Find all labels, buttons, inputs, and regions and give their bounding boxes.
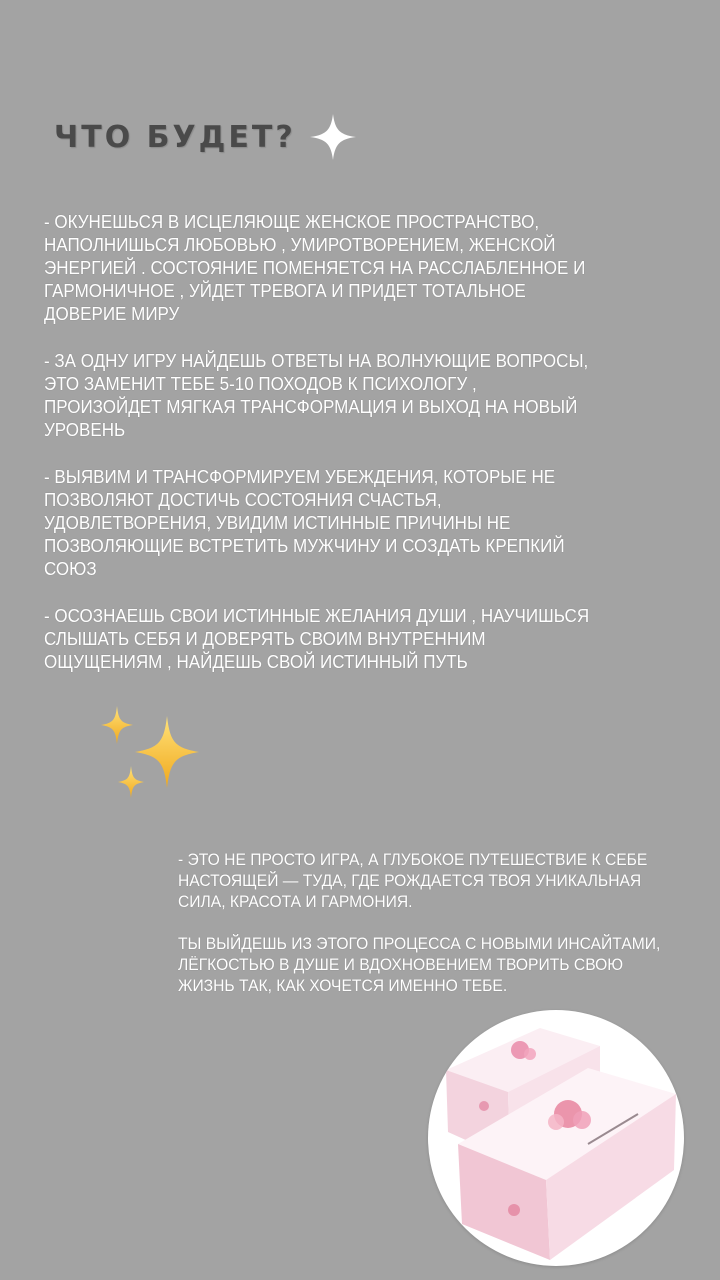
benefit-paragraph: - ОСОЗНАЕШЬ СВОИ ИСТИННЫЕ ЖЕЛАНИЯ ДУШИ , НАУЧИШЬСЯ СЛЫШАТЬ СЕБЯ И ДОВЕРЯТЬ СВОИМ ВНУТРЕННИМ ОЩУЩЕНИЯМ , НАЙДЕШЬ СВОЙ ИСТИННЫЙ ПУТЬ: [44, 605, 590, 672]
benefit-paragraph: - ВЫЯВИМ И ТРАНСФОРМИРУЕМ УБЕЖДЕНИЯ, КОТОРЫЕ НЕ ПОЗВОЛЯЮТ ДОСТИЧЬ СОСТОЯНИЯ СЧАСТЬЯ, УДОВЛЕТВОРЕНИЯ, УВИДИМ ИСТИННЫЕ ПРИЧИНЫ НЕ ПОЗВОЛЯЮЩИЕ ВСТРЕТИТЬ МУЖЧИНУ И СОЗДАТЬ КРЕПКИЙ СОЮЗ: [44, 466, 565, 579]
four-point-sparkle-icon: [308, 112, 358, 162]
page-title: ЧТО БУДЕТ?: [54, 119, 296, 155]
game-boxes-photo: [428, 1010, 684, 1266]
header: [54, 112, 358, 162]
sparkles-emoji-icon: [100, 702, 210, 812]
benefits-list: [44, 210, 596, 697]
description-paragraph: ТЫ ВЫЙДЕШЬ ИЗ ЭТОГО ПРОЦЕССА С НОВЫМИ ИНСАЙТАМИ, ЛЁГКОСТЬЮ В ДУШЕ И ВДОХНОВЕНИЕМ ТВОРИТЬ СВОЮ ЖИЗНЬ ТАК, КАК ХОЧЕТСЯ ИМЕННО ТЕБЕ.: [178, 934, 661, 995]
benefit-paragraph: - ОКУНЕШЬСЯ В ИСЦЕЛЯЮЩЕ ЖЕНСКОЕ ПРОСТРАНСТВО, НАПОЛНИШЬСЯ ЛЮБОВЬЮ , УМИРОТВОРЕНИЕМ, ЖЕНСКОЙ ЭНЕРГИЕЙ . СОСТОЯНИЕ ПОМЕНЯЕТСЯ НА РАССЛАБЛЕННОЕ И ГАРМОНИЧНОЕ , УЙДЕТ ТРЕВОГА И ПРИДЕТ ТОТАЛЬНОЕ ДОВЕРИЕ МИРУ: [44, 211, 586, 324]
benefit-paragraph: - ЗА ОДНУ ИГРУ НАЙДЕШЬ ОТВЕТЫ НА ВОЛНУЮЩИЕ ВОПРОСЫ, ЭТО ЗАМЕНИТ ТЕБЕ 5-10 ПОХОДОВ К ПСИХОЛОГУ , ПРОИЗОЙДЕТ МЯГКАЯ ТРАНСФОРМАЦИЯ И ВЫХОД НА НОВЫЙ УРОВЕНЬ: [44, 350, 589, 440]
game-description: [178, 849, 675, 1017]
description-paragraph: - ЭТО НЕ ПРОСТО ИГРА, А ГЛУБОКОЕ ПУТЕШЕСТВИЕ К СЕБЕ НАСТОЯЩЕЙ — ТУДА, ГДЕ РОЖДАЕТСЯ ТВОЯ УНИКАЛЬНАЯ СИЛА, КРАСОТА И ГАРМОНИЯ.: [178, 850, 648, 911]
